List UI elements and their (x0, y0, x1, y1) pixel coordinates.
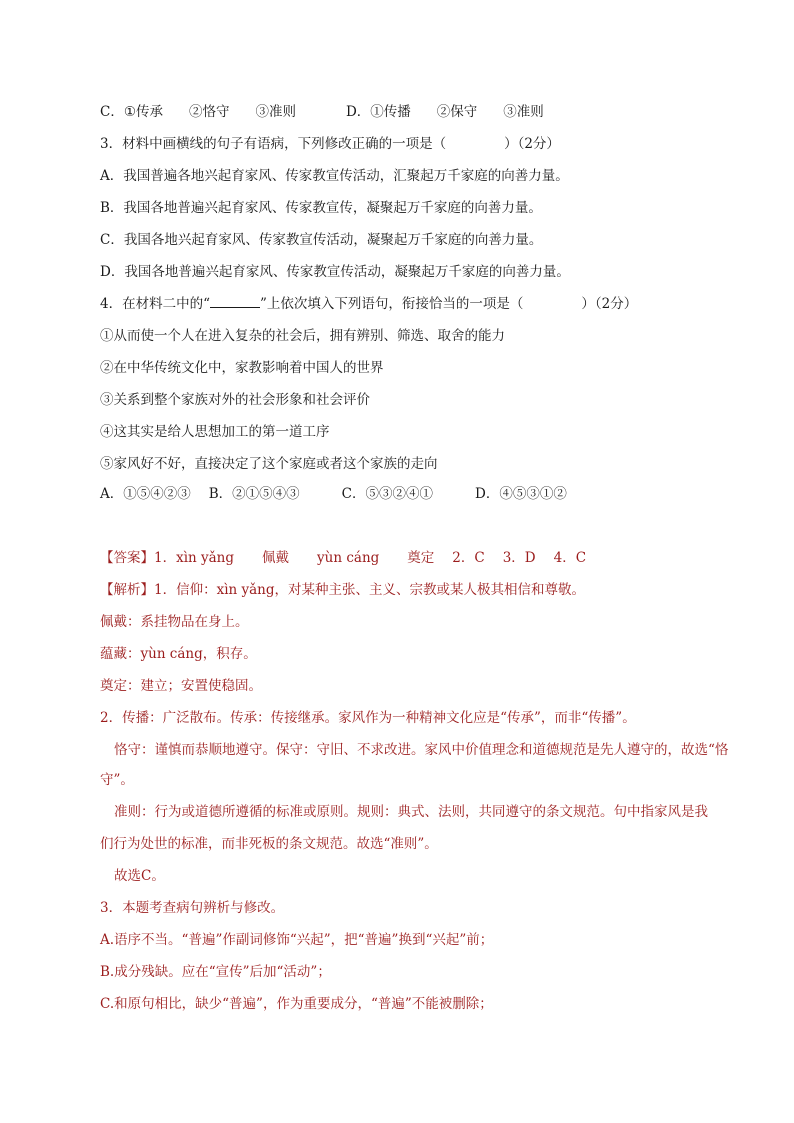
q4-sentence-1: ①从而使一个人在进入复杂的社会后，拥有辨别、筛选、取舍的能力 (100, 328, 505, 344)
option-text: ①传播 (370, 104, 411, 120)
q4-sentence-5: ⑤家风好不好，直接决定了这个家庭或者这个家族的走向 (100, 456, 438, 472)
analysis-line: C.和原句相比，缺少“普遍”，作为重要成分，“普遍”不能被删除； (100, 996, 493, 1012)
analysis-line: 们行为处世的标准，而非死板的条文规范。故选“准则”。 (100, 836, 438, 852)
analysis-line: 奠定：建立；安置使稳固。 (100, 678, 262, 694)
q4-options: A．①⑤④②③ B．②①⑤④③ C．⑤③②④① D．④⑤③①② (100, 486, 567, 502)
analysis-line: 守”。 (100, 772, 134, 788)
q3-option-d: D．我国各地普遍兴起育家风、传家教宣传活动，凝聚起万千家庭的向善力量。 (100, 264, 570, 280)
analysis-line: 佩戴：系挂物品在身上。 (100, 614, 249, 630)
q4-sentence-3: ③关系到整个家族对外的社会形象和社会评价 (100, 392, 370, 408)
q2-options-cd (100, 102, 544, 122)
analysis-line: 蕴藏：yùn cáng，积存。 (100, 646, 257, 662)
q3-option-a: A．我国普遍各地兴起育家风、传家教宣传活动，汇聚起万千家庭的向善力量。 (100, 168, 569, 184)
option-label: D． (345, 104, 371, 120)
option-label: C． (100, 104, 124, 120)
q3-option-c: C．我国各地兴起育家风、传家教宣传活动，凝聚起万千家庭的向善力量。 (100, 232, 543, 248)
analysis-tag: 【解析】 (100, 582, 154, 598)
analysis-line: 2．传播：广泛散布。传承：传接继承。家风作为一种精神文化应是“传承”，而非“传播”。 (100, 710, 636, 726)
option-text: ②恪守 (188, 104, 230, 120)
answer-line: 【答案】1．xìn yǎng 佩戴 yùn cáng 奠定 2．C 3．D 4．C (100, 550, 587, 566)
analysis-line: 准则：行为或道德所遵循的标准或原则。规则：典式、法则，共同遵守的条文规范。句中指家风是我 (114, 804, 708, 820)
answer-tag: 【答案】 (100, 550, 154, 566)
q4-sentence-2: ②在中华传统文化中，家教影响着中国人的世界 (100, 360, 384, 376)
analysis-line: 故选C。 (114, 868, 165, 884)
analysis-line: 3．本题考查病句辨析与修改。 (100, 900, 285, 916)
option-text: ③准则 (503, 104, 544, 120)
fill-blank (210, 295, 260, 308)
option-text: ①传承 (123, 104, 163, 120)
analysis-line: B.成分残缺。应在“宣传”后加“活动”； (100, 964, 331, 980)
option-text: ③准则 (255, 104, 296, 120)
q4-sentence-4: ④这其实是给人思想加工的第一道工序 (100, 424, 330, 440)
analysis-line-1: 【解析】1．信仰：xìn yǎng，对某种主张、主义、宗教或某人极其相信和尊敬。 (100, 582, 586, 598)
option-text: ②保守 (436, 104, 478, 120)
analysis-line: 恪守：谨慎而恭顺地遵守。保守：守旧、不求改进。家风中价值理念和道德规范是先人遵守的，故选“恪 (114, 742, 729, 758)
q3-option-b: B．我国各地普遍兴起育家风、传家教宣传，凝聚起万千家庭的向善力量。 (100, 200, 542, 216)
q4-stem: 4．在材料二中的“ ”上依次填入下列语句，衔接恰当的一项是（ ）（2分） (100, 296, 638, 312)
q3-stem: 3．材料中画横线的句子有语病，下列修改正确的一项是（ ）（2分） (100, 136, 560, 152)
analysis-line: A.语序不当。“普遍”作副词修饰“兴起”，把“普遍”换到“兴起”前； (100, 932, 494, 948)
